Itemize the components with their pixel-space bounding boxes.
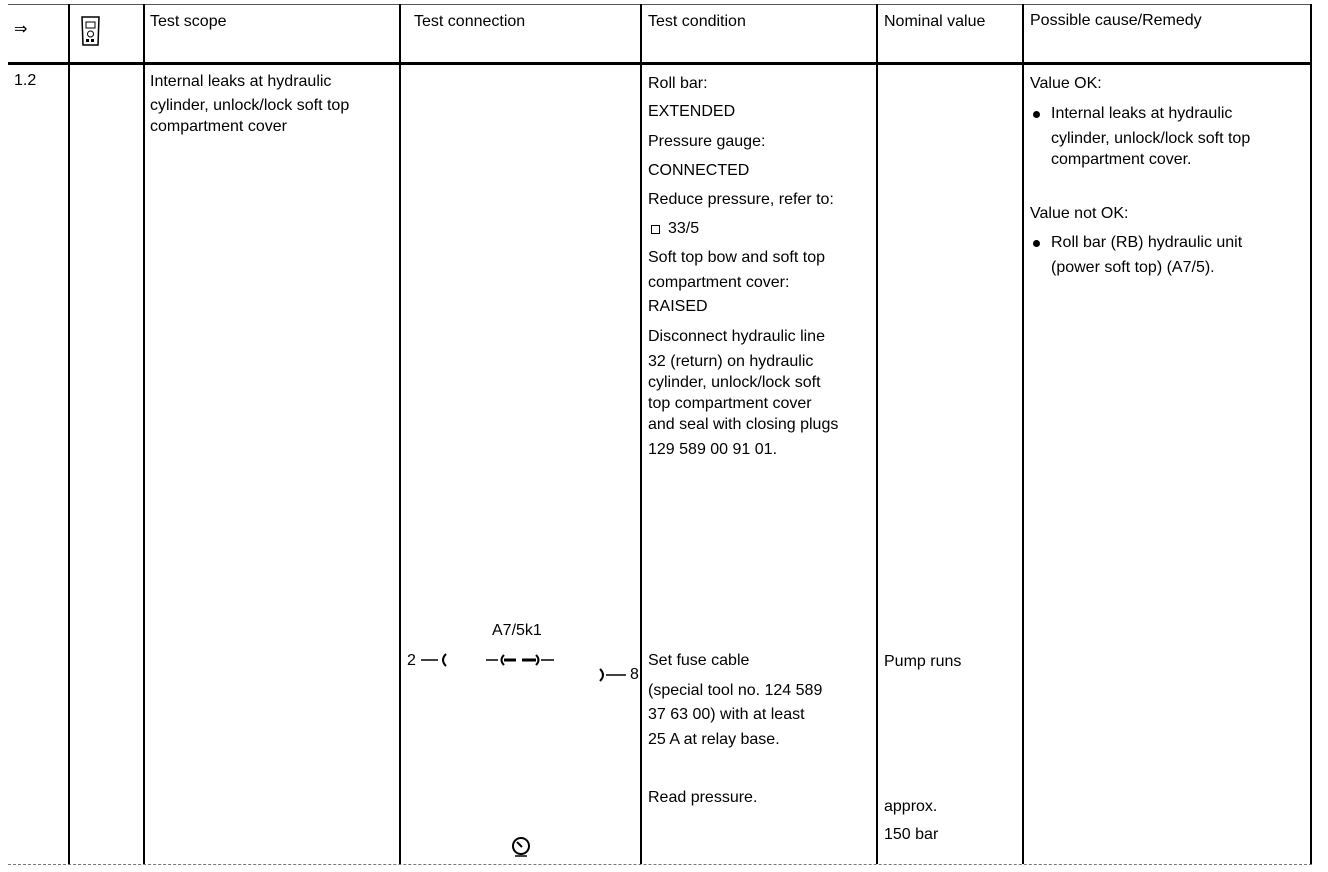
cond-disconnect-6: 129 589 00 91 01. xyxy=(648,441,778,458)
cond-reference: 33/5 xyxy=(668,220,700,237)
scope-line-2: cylinder, unlock/lock soft top xyxy=(150,97,350,114)
pressure-gauge-icon xyxy=(510,835,532,859)
cond-disconnect-4: top compartment cover xyxy=(648,395,812,412)
cond-pressure-gauge: Pressure gauge: xyxy=(648,133,766,150)
col-divider-right xyxy=(1310,4,1312,864)
cond-disconnect-1: Disconnect hydraulic line xyxy=(648,328,825,345)
cond-read-pressure: Read pressure. xyxy=(648,789,758,806)
connection-label: A7/5k1 xyxy=(492,622,542,639)
col-divider-5 xyxy=(876,4,878,864)
nominal-approx: approx. xyxy=(884,798,938,815)
header-arrow: ⇒ xyxy=(14,19,28,38)
col-divider-2 xyxy=(143,4,145,864)
reference-box-icon xyxy=(651,225,660,234)
cond-connected: CONNECTED xyxy=(648,162,750,179)
cond-extended: EXTENDED xyxy=(648,103,736,120)
cond-raised: RAISED xyxy=(648,298,708,315)
col-divider-6 xyxy=(1022,4,1024,864)
header-cause-remedy: Possible cause/Remedy xyxy=(1030,12,1202,29)
cond-fuse-1: Set fuse cable xyxy=(648,652,750,669)
header-nominal-value: Nominal value xyxy=(884,13,986,30)
cond-fuse-2: (special tool no. 124 589 xyxy=(648,682,823,699)
cond-fuse-4: 25 A at relay base. xyxy=(648,731,780,748)
cond-roll-bar: Roll bar: xyxy=(648,75,708,92)
bottom-dotted-edge xyxy=(8,864,1312,865)
tester-icon xyxy=(80,14,102,48)
col-divider-4 xyxy=(640,4,642,864)
step-number: 1.2 xyxy=(14,72,37,89)
cond-disconnect-2: 32 (return) on hydraulic xyxy=(648,353,814,370)
cond-disconnect-5: and seal with closing plugs xyxy=(648,416,839,433)
cond-disconnect-3: cylinder, unlock/lock soft xyxy=(648,374,821,391)
connection-left-pin: 2 xyxy=(407,652,416,669)
remedy-ok-label: Value OK: xyxy=(1030,75,1102,92)
cond-reduce-pressure: Reduce pressure, refer to: xyxy=(648,191,834,208)
remedy-notok-line-2: (power soft top) (A7/5). xyxy=(1051,259,1215,276)
remedy-ok-line-3: compartment cover. xyxy=(1051,151,1192,168)
remedy-notok-line-1: Roll bar (RB) hydraulic unit xyxy=(1051,234,1243,251)
nominal-bar: 150 bar xyxy=(884,826,939,843)
header-bottom-rule xyxy=(8,62,1312,65)
cond-softtop-2: compartment cover: xyxy=(648,274,790,291)
remedy-ok-line-1: Internal leaks at hydraulic xyxy=(1051,105,1233,122)
remedy-ok-bullet xyxy=(1033,111,1040,118)
header-test-scope: Test scope xyxy=(150,13,227,30)
cond-fuse-3: 37 63 00) with at least xyxy=(648,706,805,723)
col-divider-3 xyxy=(399,4,401,864)
remedy-ok-line-2: cylinder, unlock/lock soft top xyxy=(1051,130,1251,147)
fuse-cable-diagram xyxy=(418,648,630,682)
scope-line-3: compartment cover xyxy=(150,118,287,135)
scope-line-1: Internal leaks at hydraulic xyxy=(150,73,332,90)
table-top-border xyxy=(8,4,1311,5)
nominal-pump-runs: Pump runs xyxy=(884,653,962,670)
header-test-condition: Test condition xyxy=(648,13,746,30)
remedy-notok-label: Value not OK: xyxy=(1030,205,1129,222)
header-test-connection: Test connection xyxy=(414,13,526,30)
connection-right-pin: 8 xyxy=(630,666,639,683)
remedy-notok-bullet xyxy=(1033,240,1040,247)
col-divider-1 xyxy=(68,4,70,864)
cond-softtop-1: Soft top bow and soft top xyxy=(648,249,826,266)
